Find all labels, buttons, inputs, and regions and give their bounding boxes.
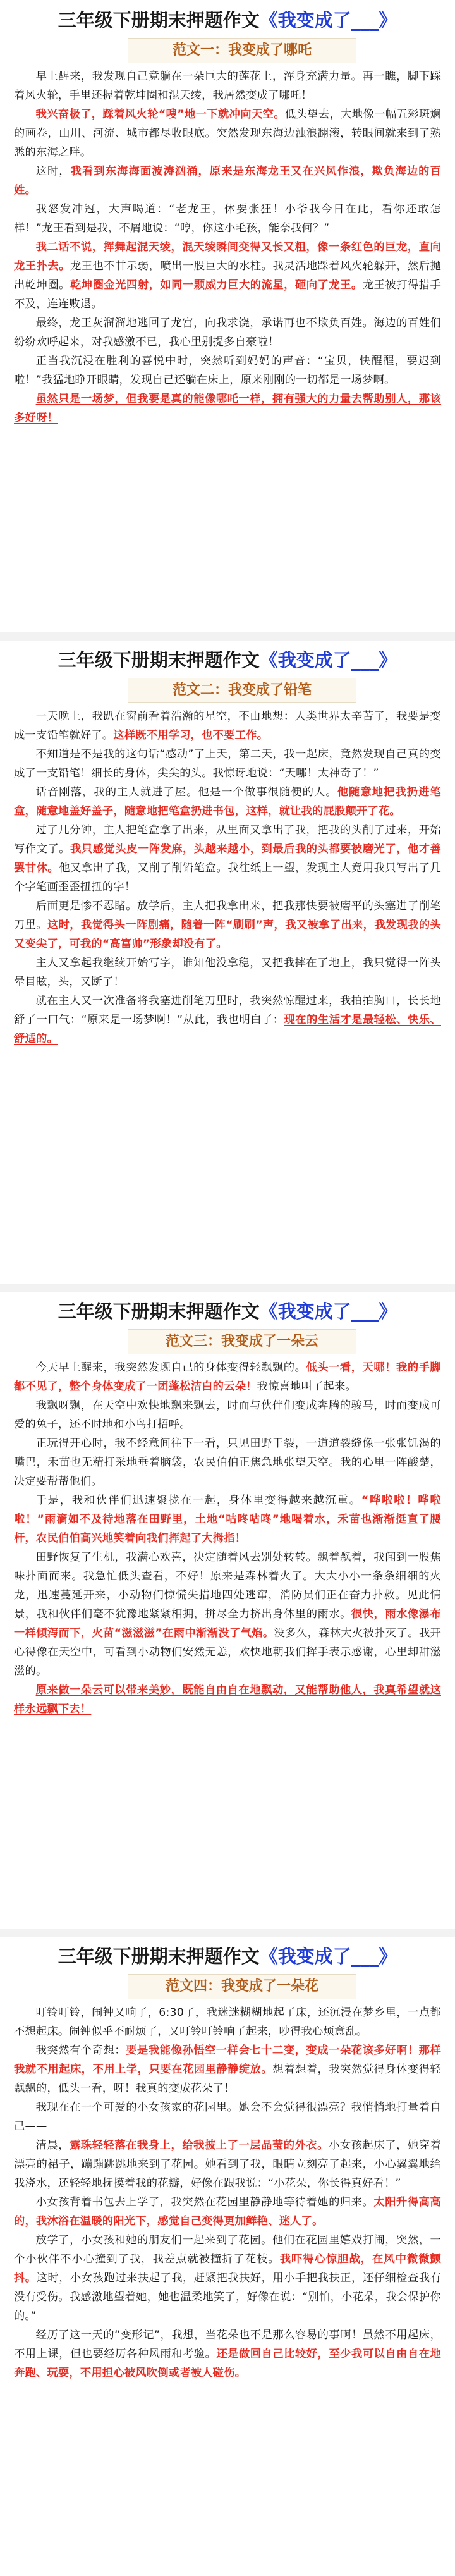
- essay-paragraph: [14, 1358, 441, 1396]
- essay-paragraph: [14, 1396, 441, 1434]
- essay-paragraph: [14, 200, 441, 238]
- essay-paragraph: [14, 821, 441, 897]
- section-title: [14, 1941, 441, 1972]
- essay-paragraph: [14, 2193, 441, 2231]
- highlighted-sentence: 他随意地把我扔进笔盒，随意地盖好盖子，随意地把笔盒扔进书包，这样，就让我的屁股颠开了花。: [14, 786, 441, 818]
- highlighted-sentence: 我看到东海海面波涛汹涌，原来是东海龙王又在兴风作浪，欺负海边的百姓。: [14, 165, 441, 197]
- essay-label: 范文二：我变成了铅笔: [128, 678, 356, 703]
- highlighted-sentence: 我吓得心惊胆战，在风中微微颤抖。: [14, 2253, 441, 2285]
- title-suffix: 》: [379, 1301, 397, 1322]
- highlighted-sentence: 原来做一朵云可以带来美妙，既能自由自在地飘动，又能帮助他人，我真希望就这样永远飘下去！: [14, 1684, 441, 1715]
- title-blank: ___: [351, 649, 379, 671]
- essay-label: 范文一：我变成了哪吒: [128, 38, 356, 63]
- highlighted-sentence: 这样既不用学习，也不要工作。: [113, 729, 269, 742]
- highlighted-sentence: 低头一看，天哪！我的手脚都不见了，整个身体变成了一团蓬松洁白的云朵！: [14, 1361, 441, 1393]
- title-blank: ___: [351, 1946, 379, 1967]
- title-prefix: 三年级下册期末押题作文: [58, 9, 260, 31]
- paragraph-text: 过了几分钟，主人把笔盒拿了出来，从里面又拿出了我，把我的头削了过来，开始写作文了。: [14, 824, 441, 856]
- highlighted-sentence: 乾坤圈金光四射，如同一颗威力巨大的流星，砸向了龙王。: [70, 279, 363, 291]
- title-blank: ___: [351, 9, 379, 31]
- section-divider: [0, 1929, 455, 1937]
- essay-paragraph: [14, 954, 441, 991]
- title-topic: 《我变成了: [259, 9, 351, 31]
- paragraph-text: 我突然有个奇想：: [35, 2044, 126, 2057]
- essay-label-wrap: [14, 1972, 441, 2003]
- paragraph-text: 今天早上醒来，我突然发现自己的身体变得轻飘飘的。: [35, 1361, 306, 1374]
- paragraph-text: 龙王被打得措手不及，连连败退。: [14, 279, 441, 310]
- highlighted-sentence: 现在的生活才是最轻松、快乐、舒适的。: [14, 1014, 441, 1045]
- highlighted-sentence: 我二话不说，挥舞起混天绫，混天绫瞬间变得又长又粗，像一条红色的巨龙，直向龙王扑去。: [14, 241, 441, 273]
- paragraph-text: 我飘呀飘，在天空中欢快地飘来飘去，时而与伙伴们变成奔腾的骏马，时而变成可爱的兔子，还不时地和小鸟打招呼。: [14, 1399, 441, 1431]
- essay-paragraph: [14, 2231, 441, 2326]
- highlighted-sentence: 露珠轻轻落在我身上，给我披上了一层晶莹的外衣。: [70, 2139, 329, 2152]
- paragraph-text: 这时，: [35, 165, 71, 178]
- highlighted-sentence: 虽然只是一场梦，但我要是真的能像哪吒一样，拥有强大的力量去帮助别人，那该多好呀！: [14, 393, 441, 424]
- paragraph-text: 一天晚上，我趴在窗前看着浩瀚的星空，不由地想：人类世界太辛苦了，我要是变成一支铅笔就好了。: [14, 710, 441, 742]
- essay-section-4: [0, 1941, 455, 2383]
- title-suffix: 》: [379, 649, 397, 671]
- essay-paragraph: [14, 238, 441, 314]
- section-divider: [0, 1284, 455, 1292]
- section-title: [14, 1296, 441, 1327]
- essay-paragraph: [14, 162, 441, 200]
- essay-paragraph: [14, 1434, 441, 1491]
- paragraph-text: 小女孩背着书包去上学了，我突然在花园里静静地等待着她的归来。: [35, 2196, 374, 2209]
- essay-section-2: [0, 645, 455, 1048]
- paragraph-text: 他又拿出了我，又削了削铅笔盒。我往纸上一望，发现主人竟用我只写出了几个字笔画歪歪扭扭的字！: [14, 862, 441, 893]
- paragraph-text: 没多久，森林大火被扑灭了。我开心得像在天空中，可看到小动物们安然无恙，欢快地朝我们挥手表示感谢，心里却甜滋滋的。: [14, 1627, 441, 1677]
- paragraph-text: 想着想着，我突然觉得身体变得轻飘飘的，低头一看，呀！我真的变成花朵了！: [14, 2063, 441, 2095]
- essay-paragraph: [14, 707, 441, 745]
- paragraph-text: 后面更是惨不忍睹。放学后，主人把我拿出来，把我那快要被磨平的头塞进了削笔刀里。: [14, 900, 441, 931]
- title-prefix: 三年级下册期末押题作文: [58, 1301, 260, 1322]
- essay-paragraph: [14, 1491, 441, 1548]
- essay-paragraph: [14, 783, 441, 821]
- paragraph-text: 清晨，: [35, 2139, 70, 2152]
- essay-paragraph: [14, 1548, 441, 1681]
- essay-paragraph: [14, 2041, 441, 2098]
- paragraph-text: 龙王也不甘示弱，喷出一股巨大的水柱。我灵活地踩着风火轮躲开，然后抛出乾坤圈。: [14, 260, 441, 291]
- essay-paragraph: [14, 2136, 441, 2193]
- paragraph-text: 不知道是不是我的这句话“感动”了上天，第二天，我一起床，竟然发现自己真的变成了一支铅笔！细长的身体，尖尖的头。我惊讶地说：“天哪！太神奇了！”: [14, 748, 441, 780]
- paragraph-text: 正当我沉浸在胜利的喜悦中时，突然听到妈妈的声音：“宝贝，快醒醒，要迟到啦！”我猛地睁开眼睛，发现自己还躺在床上，原来刚刚的一切都是一场梦啊。: [14, 355, 441, 386]
- title-topic: 《我变成了: [259, 1301, 351, 1322]
- essay-paragraph: [14, 2326, 441, 2383]
- essay-body: [14, 2003, 441, 2383]
- essay-paragraph: [14, 897, 441, 954]
- paragraph-text: 主人又拿起我继续开始写字，谁知他没拿稳，又把我摔在了地上，我只觉得一阵头晕目眩，头，又断了！: [14, 957, 441, 988]
- title-suffix: 》: [379, 1946, 397, 1967]
- essay-label-wrap: [14, 1327, 441, 1358]
- essay-paragraph: [14, 105, 441, 162]
- essay-paragraph: [14, 389, 441, 427]
- paragraph-text: 我惊喜地叫了起来。: [257, 1380, 356, 1393]
- essay-section-3: [0, 1296, 455, 1719]
- highlighted-sentence: 这时，我觉得头一阵剧痛，随着一阵“刷刷”声，我又被拿了出来，我发现我的头又变尖了，可我的“高富帅”形象却没有了。: [14, 919, 442, 950]
- highlighted-sentence: 太阳升得高高的，我沐浴在温暖的阳光下，感觉自己变得更加鲜艳、迷人了。: [14, 2196, 441, 2228]
- essay-label-wrap: [14, 675, 441, 707]
- paragraph-text: 田野恢复了生机，我满心欢喜，决定随着风去别处转转。飘着飘着，我闻到一股焦味扑面而来。我急忙低头查看，不好！原来是森林着火了。大大小小一条条细细的火龙，迅速蔓延开来，小动物们惊慌失措地四处逃窜，消防员们正在奋力扑救。见此情景，我和伙伴们毫不犹豫地紧紧相拥，拼尽全力挤出身体里的雨水。: [14, 1551, 441, 1621]
- paragraph-text: 话音刚落，我的主人就进了屋。他是一个做事很随便的人。: [35, 786, 337, 799]
- paragraph-text: 于是，我和伙伴们迅速聚拢在一起，身体里变得越来越沉重。: [35, 1494, 361, 1507]
- title-blank: ___: [351, 1301, 379, 1322]
- section-divider: [0, 632, 455, 641]
- paragraph-text: 我怒发冲冠，大声喝道：“老龙王，休要张狂！小爷我今日在此，看你还敢怎样！”龙王看到是我，不屑地说：“哼，你这小毛孩，能奈我何？”: [14, 203, 441, 235]
- essay-label: 范文四：我变成了一朵花: [128, 1974, 356, 1999]
- section-title: [14, 5, 441, 35]
- essay-paragraph: [14, 991, 441, 1048]
- highlighted-sentence: “哗啦啦！哗啦啦！”雨滴如不及待地落在田野里，土地“咕咚咕咚”地喝着水，禾苗也渐渐挺直了腰杆，农民伯伯高兴地笑着向我们挥起了大拇指！: [14, 1494, 441, 1545]
- paragraph-text: 叮铃叮铃，闹钟又响了，6:30了，我迷迷糊糊地起了床，还沉浸在梦乡里，一点都不想起床。闹钟似乎不耐烦了，又叮铃叮铃响了起来，吵得我心烦意乱。: [14, 2006, 441, 2038]
- essay-paragraph: [14, 745, 441, 783]
- essay-paragraph: [14, 67, 441, 105]
- title-suffix: 》: [379, 9, 397, 31]
- essay-label-wrap: [14, 35, 441, 67]
- highlighted-sentence: 我兴奋极了，踩着风火轮“嗖”地一下就冲向天空。: [35, 108, 285, 121]
- essay-label: 范文三：我变成了一朵云: [128, 1329, 356, 1354]
- essay-section-1: [0, 5, 455, 427]
- title-topic: 《我变成了: [259, 649, 351, 671]
- essay-body: [14, 1358, 441, 1719]
- paragraph-text: 我现在在一个可爱的小女孩家的花园里。她会不会觉得很漂亮？我悄悄地打量着自己——: [14, 2101, 441, 2133]
- paragraph-text: 小女孩起床了，她穿着漂亮的裙子，蹦蹦跳跳地来到了花园。她看到了我，眼睛立刻亮了起来，小心翼翼地给我浇水，还轻轻地抚摸着我的花瓣，好像在跟我说：“小花朵，你长得真好看！”: [14, 2139, 441, 2190]
- title-prefix: 三年级下册期末押题作文: [58, 1946, 260, 1967]
- essay-paragraph: [14, 352, 441, 389]
- section-title: [14, 645, 441, 675]
- essay-paragraph: [14, 2098, 441, 2136]
- paragraph-text: 低头望去，大地像一幅五彩斑斓的画卷，山川、河流、城市都尽收眼底。突然发现东海边浊浪翻滚，转眼间就来到了熟悉的东海之畔。: [14, 108, 441, 159]
- essay-paragraph: [14, 2003, 441, 2041]
- paragraph-text: 放学了，小女孩和她的朋友们一起来到了花园。他们在花园里嬉戏打闹，突然，一个小伙伴不小心撞到了我，我差点就被撞折了花枝。: [14, 2234, 441, 2266]
- essay-body: [14, 67, 441, 427]
- highlighted-sentence: 还是做回自己比较好，至少我可以自由自在地奔跑、玩耍，不用担心被风吹倒或者被人碰伤。: [14, 2348, 441, 2379]
- paragraph-text: 就在主人又一次准备将我塞进削笔刀里时，我突然惊醒过来，我拍拍胸口，长长地舒了一口气：“原来是一场梦啊！”从此，我也明白了：: [14, 995, 441, 1026]
- paragraph-text: 早上醒来，我发现自己竟躺在一朵巨大的莲花上，浑身充满力量。再一瞧，脚下踩着风火轮，手里还握着乾坤圈和混天绫，我居然变成了哪吒！: [14, 70, 441, 102]
- highlighted-sentence: 我只感觉头皮一阵发麻，头越来越小，到最后我的头都要被磨光了，他才善罢甘休。: [14, 843, 441, 874]
- essay-paragraph: [14, 1681, 441, 1719]
- highlighted-sentence: 很快，雨水像瀑布一样倾泻而下，火苗“滋滋滋”在雨中渐渐没了气焰。: [14, 1608, 441, 1640]
- essay-paragraph: [14, 314, 441, 352]
- paragraph-text: 这时，小女孩跑过来扶起了我，赶紧把我扶好，用小手把我扶正，还仔细检查我有没有受伤。我感激地望着她，她也温柔地笑了，好像在说：“别怕，小花朵，我会保护你的。”: [14, 2272, 442, 2322]
- title-topic: 《我变成了: [259, 1946, 351, 1967]
- highlighted-sentence: 要是我能像孙悟空一样会七十二变，变成一朵花该多好啊！那样我就不用起床，不用上学，只要在花园里静静绽放。: [14, 2044, 441, 2076]
- paragraph-text: 正玩得开心时，我不经意间往下一看，只见田野干裂，一道道裂缝像一张张饥渴的嘴巴，禾苗也无精打采地垂着脑袋，农民伯伯正焦急地张望天空。我的心里一阵酸楚，决定要帮帮他们。: [14, 1437, 441, 1488]
- paragraph-text: 经历了这一天的“变形记”，我想，当花朵也不是那么容易的事啊！虽然不用起床，不用上课，但也要经历各种风雨和考验。: [14, 2329, 441, 2360]
- paragraph-text: 最终，龙王灰溜溜地逃回了龙宫，向我求饶，承诺再也不欺负百姓。海边的百姓们纷纷欢呼起来，对我感激不已，我心里别提多自豪啦！: [14, 317, 441, 348]
- title-prefix: 三年级下册期末押题作文: [58, 649, 260, 671]
- essay-body: [14, 707, 441, 1048]
